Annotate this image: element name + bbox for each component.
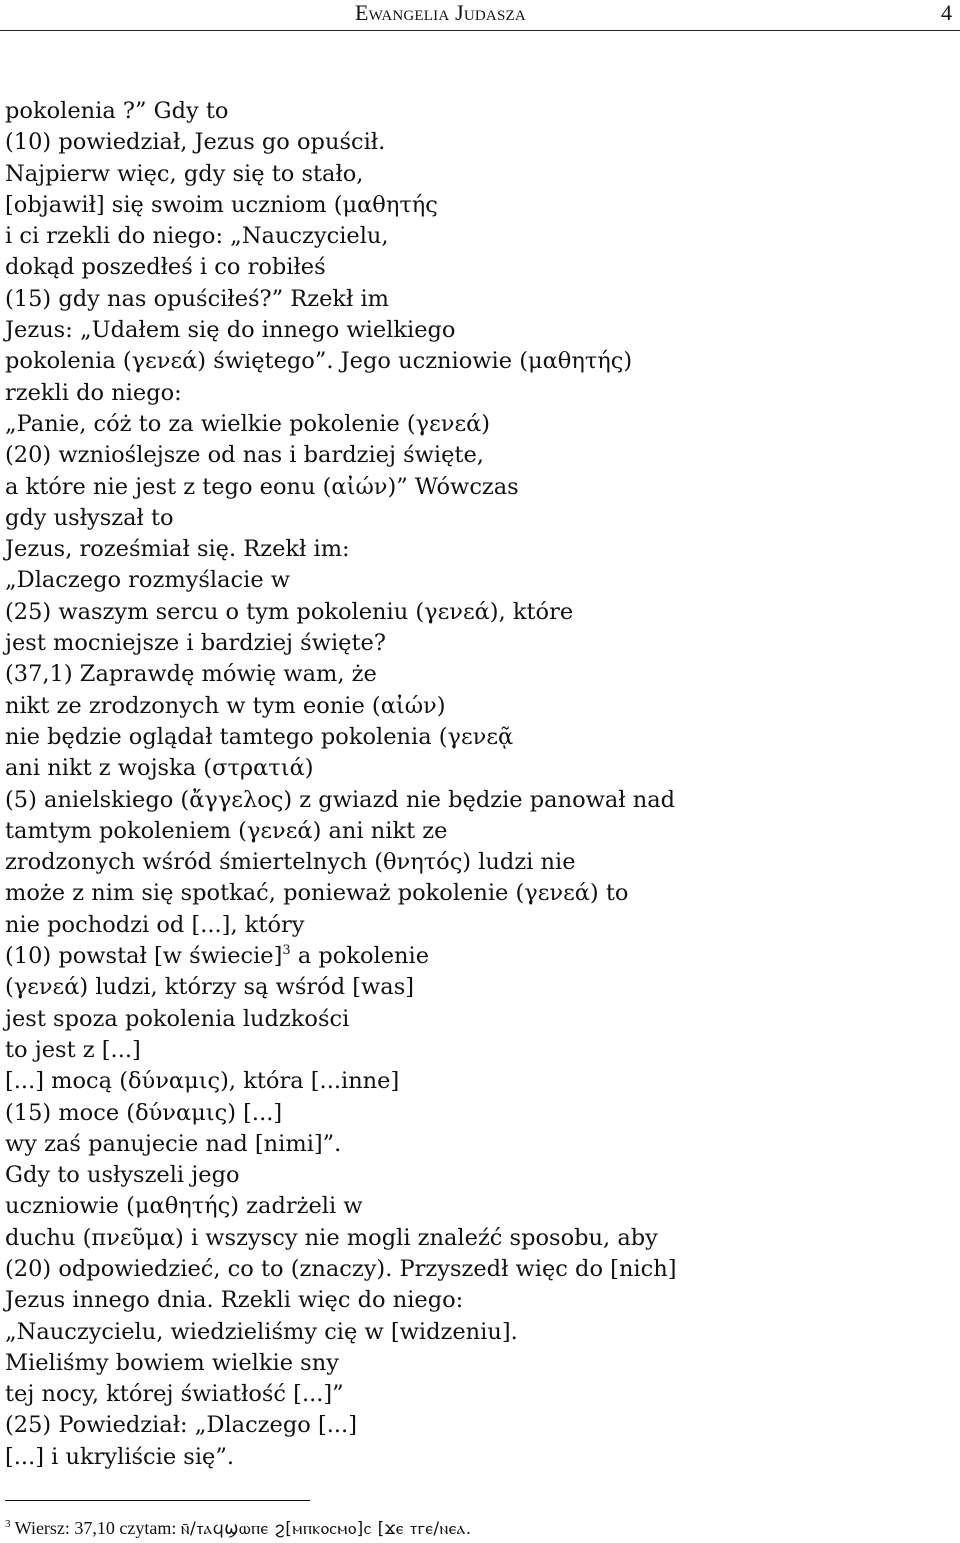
text-line: Mieliśmy bowiem wielkie sny [5,1349,339,1376]
text-line: dokąd poszedłeś i co robiłeś [5,254,326,281]
text-line: (37,1) Zaprawdę mówię wam, że [5,661,377,688]
text-line: Najpierw więc, gdy się to stało, [5,160,364,187]
text-line: (γενεά) ludzi, którzy są wśród [was] [5,974,415,1001]
text-line: duchu (πνεῦμα) i wszyscy nie mogli znaleźć sposobu, aby [5,1224,658,1251]
text-line: (25) waszym sercu o tym pokoleniu (γενεά), które [5,598,574,625]
text-line: „Dlaczego rozmyślacie w [5,567,291,594]
text-line: (20) odpowiedzieć, co to (znaczy). Przyszedł więc do [nich] [5,1255,677,1282]
text-line: zrodzonych wśród śmiertelnych (θνητός) ludzi nie [5,849,576,876]
text-line: rzekli do niego: [5,379,182,406]
text-line: gdy usłyszał to [5,504,174,531]
footnote-text: Wiersz: 37,10 czytam: [10,1518,181,1538]
text-line: jest mocniejsze i bardziej święte? [5,630,386,657]
text-line: pokolenia (γενεά) świętego”. Jego uczniowie (μαθητής) [5,348,633,375]
text-line: tej nocy, której światłość [...]” [5,1381,344,1408]
text-line: może z nim się spotkać, ponieważ pokolenie (γενεά) to [5,880,629,907]
running-title: Ewangelia Judasza [355,0,526,25]
text-line: i ci rzekli do niego: „Nauczycielu, [5,223,389,250]
text-line: ani nikt z wojska (στρατιά) [5,755,314,782]
text-line: a które nie jest z tego eonu (αἰών)” Wówczas [5,473,519,500]
text-line: Jezus innego dnia. Rzekli więc do niego: [5,1287,464,1314]
text-line: [objawił] się swoim uczniom (μαθητής [5,191,438,218]
footnote-reference: 3 [282,943,291,959]
text-line: (25) Powiedział: „Dlaczego [...] [5,1412,357,1439]
footnote-coptic-text: ⲛ̄/ⲧⲁϥϣⲱⲡⲉ ϩ[ⲙⲡⲕⲟⲥⲙⲟ]ⲥ [ϫⲉ ⲧⲅⲉ/ⲛⲉⲁ. [180,1519,472,1539]
footnote-separator [5,1500,310,1501]
text-line: Jezus, roześmiał się. Rzekł im: [5,536,350,563]
main-text [5,96,955,1473]
text-line: nie pochodzi od [...], który [5,911,305,938]
text-line: pokolenia ?” Gdy to [5,98,229,124]
text-line: Jezus: „Udałem się do innego wielkiego [5,317,456,344]
page-header [0,0,960,30]
text-line: Gdy to usłyszeli jego [5,1162,240,1189]
text-line: to jest z [...] [5,1036,141,1063]
text-line: nie będzie oglądał tamtego pokolenia (γενεᾷ [5,723,514,750]
text-line: „Panie, cóż to za wielkie pokolenie (γενεά) [5,410,491,437]
text-line: tamtym pokoleniem (γενεά) ani nikt ze [5,817,448,844]
line-text: (10) powstał [w świecie] [5,943,283,970]
footnote-marker: 3 [5,1518,11,1530]
text-line: [...] mocą (δύναμις), która [...inne] [5,1068,400,1095]
text-line: [...] i ukryliście się”. [5,1443,235,1470]
text-line: uczniowie (μαθητής) zadrżeli w [5,1193,363,1220]
text-line: jest spoza pokolenia ludzkości [5,1005,350,1032]
text-line: (5) anielskiego (ἄγγελος) z gwiazd nie będzie panował nad [5,786,676,813]
text-line: (15) moce (δύναμις) [...] [5,1099,283,1126]
header-rule [0,30,960,31]
page-number: 4 [941,0,952,25]
line-text-continued: a pokolenie [290,943,430,970]
text-line: (10) powiedział, Jezus go opuścił. [5,129,386,156]
text-line: nikt ze zrodzonych w tym eonie (αἰών) [5,692,446,719]
footnote [5,1516,472,1541]
text-line: wy zaś panujecie nad [nimi]”. [5,1130,342,1157]
text-line: (20) wznioślejsze od nas i bardziej święte, [5,442,484,469]
text-line: (15) gdy nas opuściłeś?” Rzekł im [5,285,389,312]
text-line-with-footnote [5,941,955,972]
text-line: „Nauczycielu, wiedzieliśmy cię w [widzeniu]. [5,1318,518,1345]
